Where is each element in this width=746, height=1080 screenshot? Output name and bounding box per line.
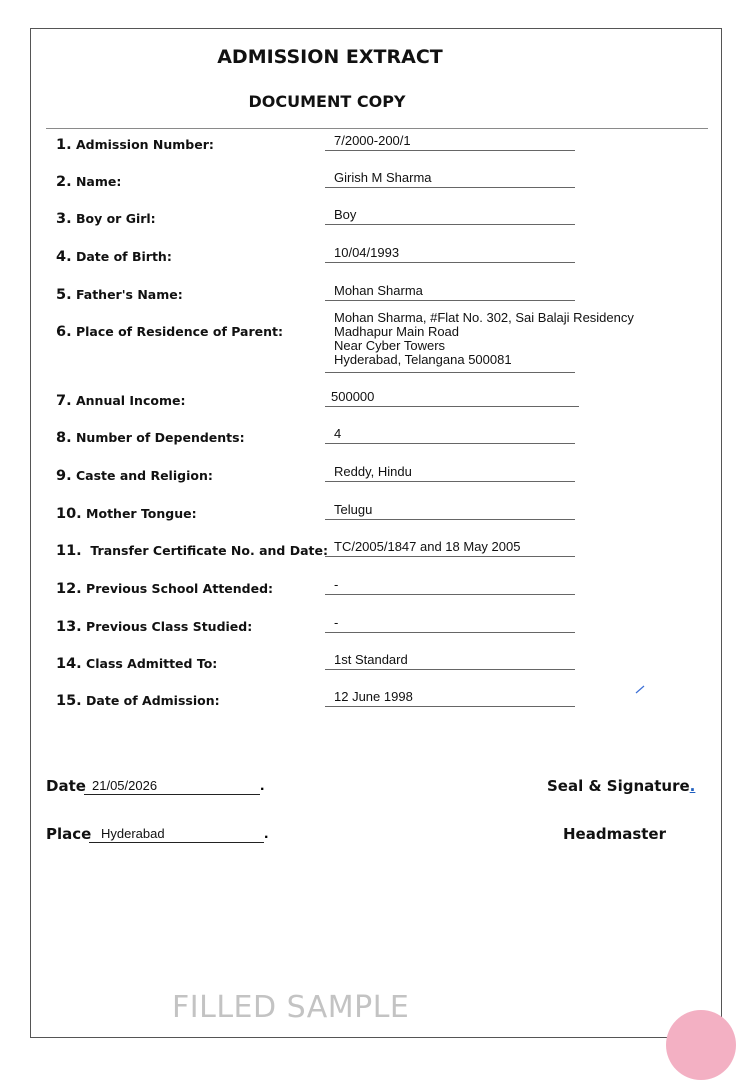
name-field[interactable] [325, 170, 575, 188]
pen-mark-icon [635, 684, 645, 694]
place-field[interactable] [89, 826, 264, 843]
field-value: 10/04/1993 [334, 245, 400, 260]
field-label: 7. Annual Income: [56, 393, 186, 409]
document-subtitle: DOCUMENT COPY [248, 92, 406, 111]
mother-tongue-field[interactable] [325, 502, 575, 520]
field-value: 500000 [331, 389, 375, 404]
date-value: 21/05/2026 [92, 778, 158, 793]
date-label: Date [46, 777, 86, 795]
field-value: Telugu [334, 502, 373, 517]
class-admitted-field[interactable] [325, 652, 575, 670]
watermark-text: FILLED SAMPLE [172, 990, 410, 1025]
admission-date-field[interactable] [325, 689, 575, 707]
field-value: Boy [334, 207, 357, 222]
residence-field[interactable] [325, 310, 634, 373]
field-value: 1st Standard [334, 652, 408, 667]
field-label: 14. Class Admitted To: [56, 656, 218, 672]
date-field[interactable] [84, 778, 260, 795]
link-dot: . [689, 777, 696, 795]
field-value: - [334, 615, 339, 630]
annual-income-field[interactable] [325, 389, 579, 407]
header-divider [46, 128, 708, 129]
previous-school-field[interactable] [325, 577, 575, 595]
field-label: 2. Name: [56, 174, 122, 190]
dependents-field[interactable] [325, 426, 575, 444]
admission-number-field[interactable] [325, 133, 575, 151]
field-label: 11. Transfer Certificate No. and Date: [56, 543, 328, 559]
field-label: 8. Number of Dependents: [56, 430, 245, 446]
place-period: . [264, 825, 269, 842]
field-value: 4 [334, 426, 342, 441]
caste-religion-field[interactable] [325, 464, 575, 482]
field-value: TC/2005/1847 and 18 May 2005 [334, 539, 521, 554]
headmaster-label: Headmaster [563, 825, 667, 843]
field-value: 7/2000-200/1 [334, 133, 411, 148]
previous-class-field[interactable] [325, 615, 575, 633]
field-label: 10. Mother Tongue: [56, 506, 197, 522]
field-value: 12 June 1998 [334, 689, 413, 704]
field-label: 5. Father's Name: [56, 287, 183, 303]
corner-badge [666, 1010, 736, 1080]
field-label: 1. Admission Number: [56, 137, 214, 153]
place-value: Hyderabad [101, 826, 165, 841]
seal-signature-label: Seal & Signature. [547, 777, 696, 795]
date-period: . [260, 777, 265, 794]
father-name-field[interactable] [325, 283, 575, 301]
field-value: Girish M Sharma [334, 170, 432, 185]
field-label: 13. Previous Class Studied: [56, 619, 253, 635]
field-label: 6. Place of Residence of Parent: [56, 324, 284, 340]
field-value: Mohan Sharma [334, 283, 423, 298]
field-value: Mohan Sharma, #Flat No. 302, Sai Balaji Residency Madhapur Main Road Near Cyber Towers Hyderabad, Telangana 500081 [334, 310, 634, 367]
field-label: 3. Boy or Girl: [56, 211, 156, 227]
field-value: - [334, 577, 339, 592]
transfer-certificate-field[interactable] [325, 539, 575, 557]
field-label: 12. Previous School Attended: [56, 581, 274, 597]
gender-field[interactable] [325, 207, 575, 225]
document-title: ADMISSION EXTRACT [217, 46, 443, 68]
field-value: Reddy, Hindu [334, 464, 412, 479]
field-label: 4. Date of Birth: [56, 249, 172, 265]
place-label: Place [46, 825, 92, 843]
date-of-birth-field[interactable] [325, 245, 575, 263]
field-label: 9. Caste and Religion: [56, 468, 213, 484]
field-label: 15. Date of Admission: [56, 693, 220, 709]
